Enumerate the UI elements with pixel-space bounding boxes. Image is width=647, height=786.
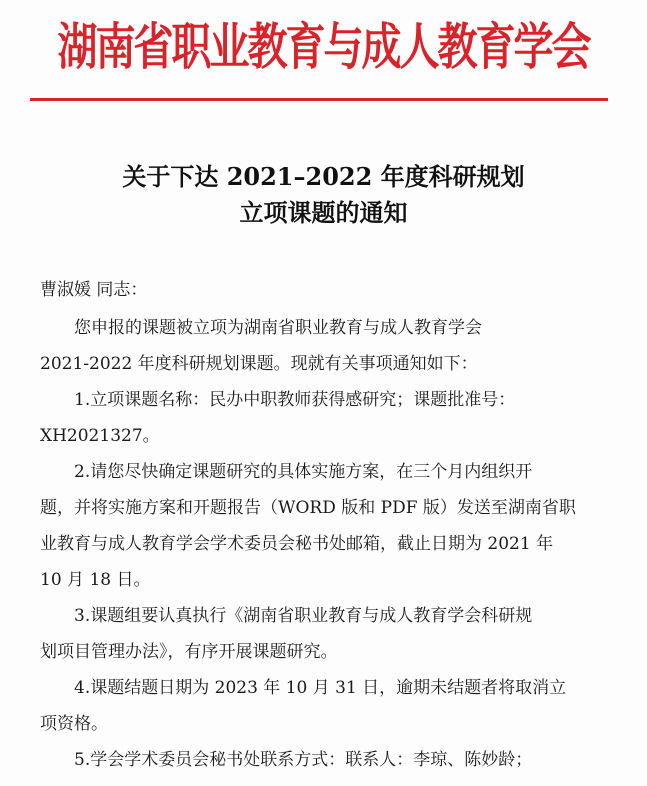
document-title-line-1: 关于下达 2021–2022 年度科研规划: [122, 162, 525, 191]
body-line: 1.立项课题名称：民办中职教师获得感研究；课题批准号：: [40, 390, 516, 410]
body-line: XH2021327。: [40, 426, 160, 446]
body-line: 5.学会学术委员会秘书处联系方式：联系人：李琼、陈妙龄；: [40, 750, 533, 770]
body-line: 项资格。: [40, 714, 108, 734]
body-line: 您申报的课题被立项为湖南省职业教育与成人教育学会: [40, 318, 482, 338]
body-line: 2.请您尽快确定课题研究的具体实施方案，在三个月内组织开: [40, 462, 533, 482]
body-line: 业教育与成人教育学会学术委员会秘书处邮箱，截止日期为 2021 年: [40, 534, 554, 554]
body-line: 2021-2022 年度科研规划课题。现就有关事项通知如下：: [40, 354, 478, 374]
organization-header: 湖南省职业教育与成人教育学会: [57, 18, 590, 77]
body-line: 划项目管理办法》，有序开展课题研究。: [40, 642, 338, 662]
body-line: 题，并将实施方案和开题报告（WORD 版和 PDF 版）发送至湖南省职: [40, 498, 576, 518]
red-divider-line: [30, 98, 608, 101]
body-line: 4.课题结题日期为 2023 年 10 月 31 日，逾期未结题者将取消立: [40, 678, 567, 698]
body-line: 3.课题组要认真执行《湖南省职业教育与成人教育学会科研规: [40, 606, 533, 626]
body-line: 10 月 18 日。: [40, 570, 151, 590]
salutation: 曹淑媛 同志：: [40, 280, 148, 300]
document-title-line-2: 立项课题的通知: [239, 198, 408, 227]
